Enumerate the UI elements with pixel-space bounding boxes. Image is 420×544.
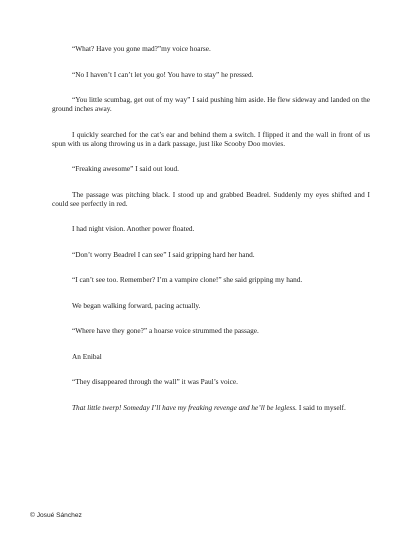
paragraph-6: The passage was pitching black. I stood up and grabbed Beadrel. Suddenly my eyes shifted and I could see perfectly in red. [52,189,370,208]
paragraph-13: “They disappeared through the wall” it was Paul’s voice. [72,377,238,386]
paragraph-7: I had night vision. Another power floated. [72,224,195,233]
paragraph-12: An Enibal [72,351,102,361]
thought-attribution: I said to myself. [297,402,346,412]
paragraph-4: I quickly searched for the cat’s ear and behind them a switch. I flipped it and the wall in front of us spun with us along throwing us in a dark passage, just like Scooby Doo movies. [52,129,370,148]
paragraph-5: “Freaking awesome” I said out loud. [72,164,179,173]
paragraph-9: “I can’t see too. Remember? I’m a vampire clone!” she said gripping my hand. [72,275,303,284]
inner-thought: That little twerp! Someday I’ll have my freaking revenge and he’ll be legless. [72,402,297,412]
paragraph-2: “No I haven’t I can’t let you go! You have to stay” he pressed. [72,69,254,79]
paragraph-3: “You little scumbag, get out of my way” I said pushing him aside. He flew sideway and landed on the ground inches away. [52,95,370,113]
story-text [52,44,370,412]
paragraph-14 [52,403,370,412]
copyright-footer: © Josué Sánchez [30,512,82,519]
paragraph-1: “What? Have you gone mad?”my voice hoarse. [72,44,211,53]
paragraph-11: “Where have they gone?” a hoarse voice strummed the passage. [72,326,259,335]
paragraph-8: “Don’t worry Beadrel I can see” I said gripping hard her hand. [72,249,255,259]
paragraph-10: We began walking forward, pacing actually. [72,300,201,310]
